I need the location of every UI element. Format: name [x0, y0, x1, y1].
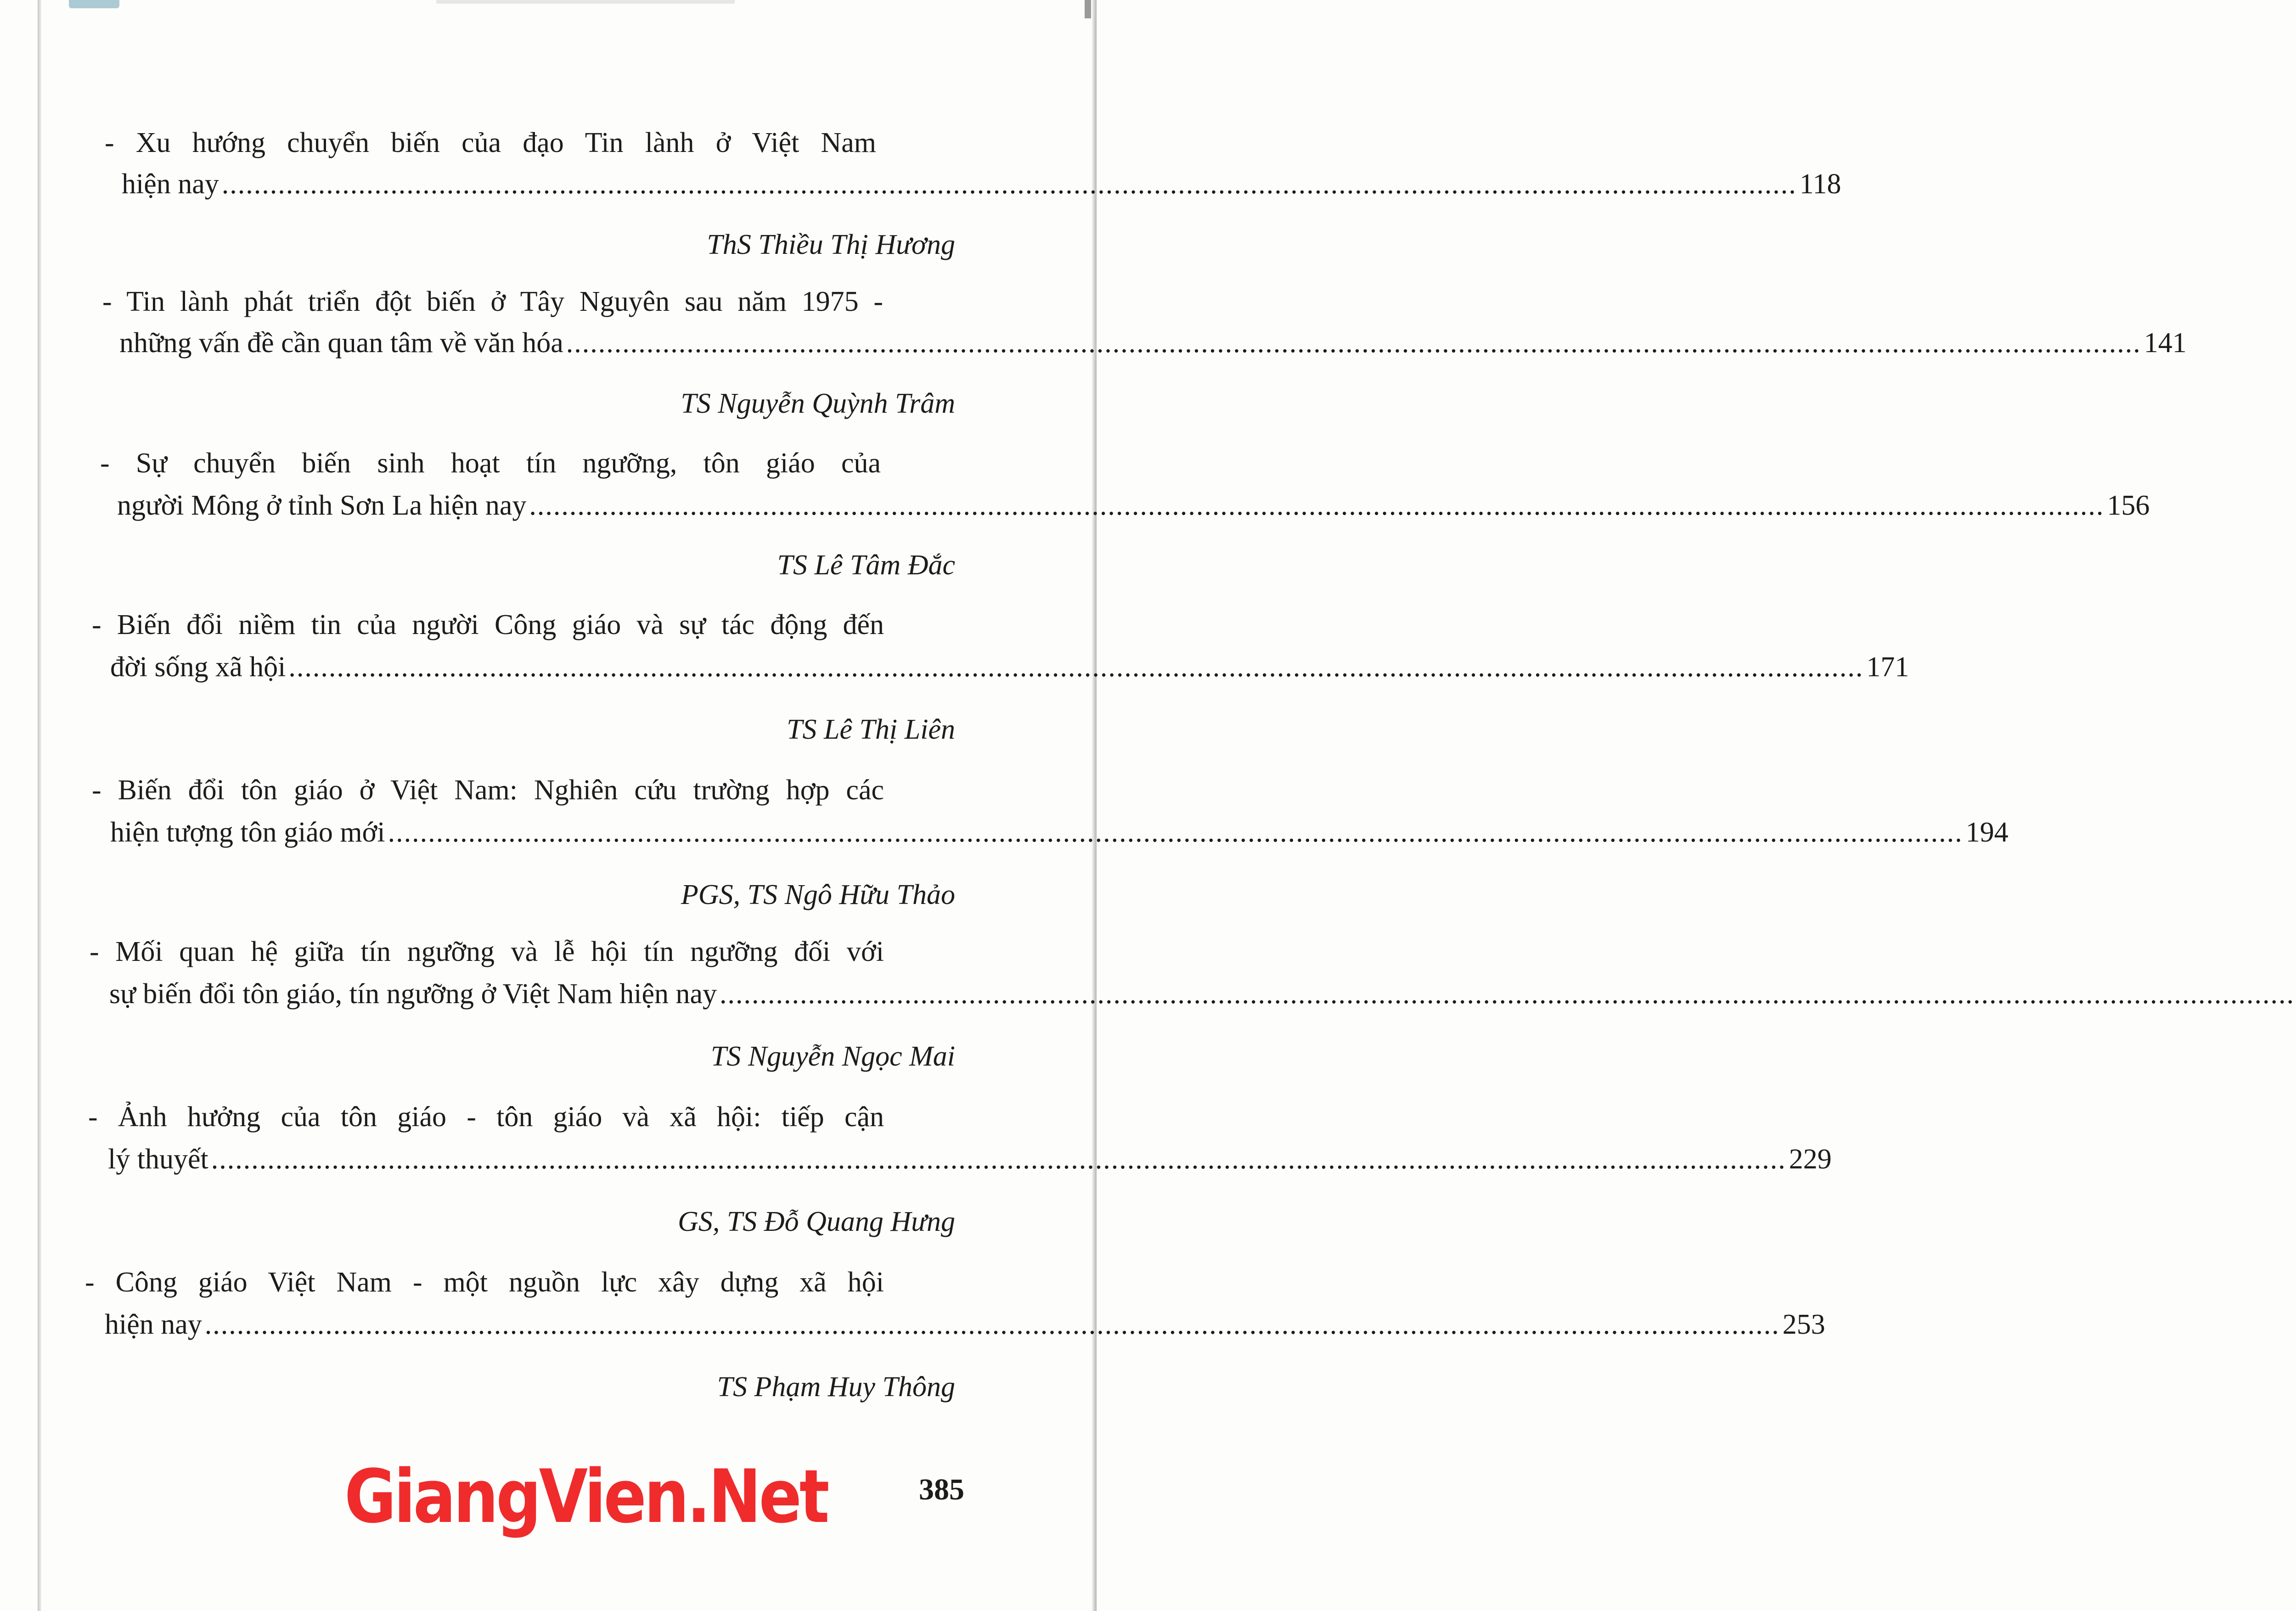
toc-entry-title-line2: hiện nay	[122, 168, 219, 200]
toc-entry-leader	[110, 648, 1909, 686]
toc-entry-title-line1: - Biến đổi niềm tin của người Công giáo và sự tác động đến	[92, 609, 884, 640]
toc-entry-title-line1: - Công giáo Việt Nam - một nguồn lực xây dựng xã hội	[85, 1267, 884, 1298]
toc-entry-title-line1: - Ảnh hưởng của tôn giáo - tôn giáo và xã hội: tiếp cận	[88, 1101, 884, 1133]
toc-entry-page: 156	[2107, 490, 2150, 521]
toc-entry-title-line2: hiện tượng tôn giáo mới	[110, 817, 385, 848]
toc-entry-author: TS Lê Thị Liên	[787, 714, 955, 745]
watermark: GiangVien.Net	[344, 1454, 827, 1539]
toc-entry-title-line2: lý thuyết	[108, 1144, 208, 1175]
page-number: 385	[919, 1473, 964, 1506]
toc-entry-author: PGS, TS Ngô Hữu Thảo	[681, 879, 955, 910]
toc-entry-title-line1: - Tin lành phát triển đột biến ở Tây Nguyên sau năm 1975 -	[102, 286, 883, 317]
toc-entry-page: 194	[1965, 817, 2009, 848]
toc-entry-leader	[109, 975, 2295, 1013]
dot-leader: ....................................................................................................................................................................................................	[221, 168, 1797, 200]
dot-leader: ....................................................................................................................................................................................................	[288, 651, 1864, 683]
toc-entry-author: TS Nguyễn Quỳnh Trâm	[681, 388, 955, 419]
toc-entry-leader	[108, 1140, 1832, 1178]
dot-leader: ....................................................................................................................................................................................................	[211, 1144, 1786, 1175]
toc-entry-title-line1: - Mối quan hệ giữa tín ngưỡng và lễ hội tín ngưỡng đối với	[90, 936, 884, 967]
toc-entry-leader	[119, 324, 2187, 362]
toc-entry-title-line2: những vấn đề cần quan tâm về văn hóa	[119, 327, 563, 359]
toc-entry-leader	[110, 814, 2009, 851]
scan-mark	[436, 0, 735, 4]
scan-mark	[1085, 0, 1091, 18]
toc-entry-page: 229	[1789, 1144, 1832, 1175]
toc-entry-page: 171	[1866, 651, 1909, 683]
toc-entry-author: TS Phạm Huy Thông	[717, 1371, 955, 1403]
toc-entry-author: TS Nguyễn Ngọc Mai	[710, 1041, 955, 1072]
scan-edge-left	[38, 0, 41, 1611]
dot-leader: ....................................................................................................................................................................................................	[529, 490, 2105, 521]
toc-entry-author: GS, TS Đỗ Quang Hưng	[678, 1206, 955, 1237]
toc-entry-page: 141	[2144, 327, 2187, 359]
toc-entry-title-line2: hiện nay	[105, 1309, 202, 1340]
scan-edge-right	[1092, 0, 1097, 1611]
toc-entry-title-line2: người Mông ở tỉnh Sơn La hiện nay	[117, 490, 527, 521]
toc-entry-title-line2: đời sống xã hội	[110, 651, 286, 683]
toc-entry-title-line1: - Sự chuyển biến sinh hoạt tín ngưỡng, tôn giáo của	[100, 448, 881, 479]
toc-entry-title-line1: - Xu hướng chuyển biến của đạo Tin lành ở Việt Nam	[105, 127, 876, 158]
toc-entry-page: 118	[1799, 168, 1841, 200]
toc-entry-leader	[122, 165, 1841, 203]
dot-leader: ....................................................................................................................................................................................................	[719, 978, 2295, 1010]
toc-entry-title-line1: - Biến đổi tôn giáo ở Việt Nam: Nghiên cứu trường hợp các	[92, 775, 884, 806]
toc-entry-page: 253	[1782, 1309, 1825, 1340]
toc-entry-title-line2: sự biến đổi tôn giáo, tín ngưỡng ở Việt Nam hiện nay	[109, 978, 717, 1010]
dot-leader: ....................................................................................................................................................................................................	[566, 327, 2141, 359]
dot-leader: ....................................................................................................................................................................................................	[388, 817, 1963, 848]
toc-entry-leader	[117, 487, 2150, 524]
scan-mark	[69, 0, 119, 8]
toc-entry-author: TS Lê Tâm Đắc	[777, 550, 955, 581]
toc-entry-author: ThS Thiều Thị Hương	[707, 229, 955, 260]
dot-leader: ....................................................................................................................................................................................................	[204, 1309, 1780, 1340]
toc-entry-leader	[105, 1306, 1825, 1343]
